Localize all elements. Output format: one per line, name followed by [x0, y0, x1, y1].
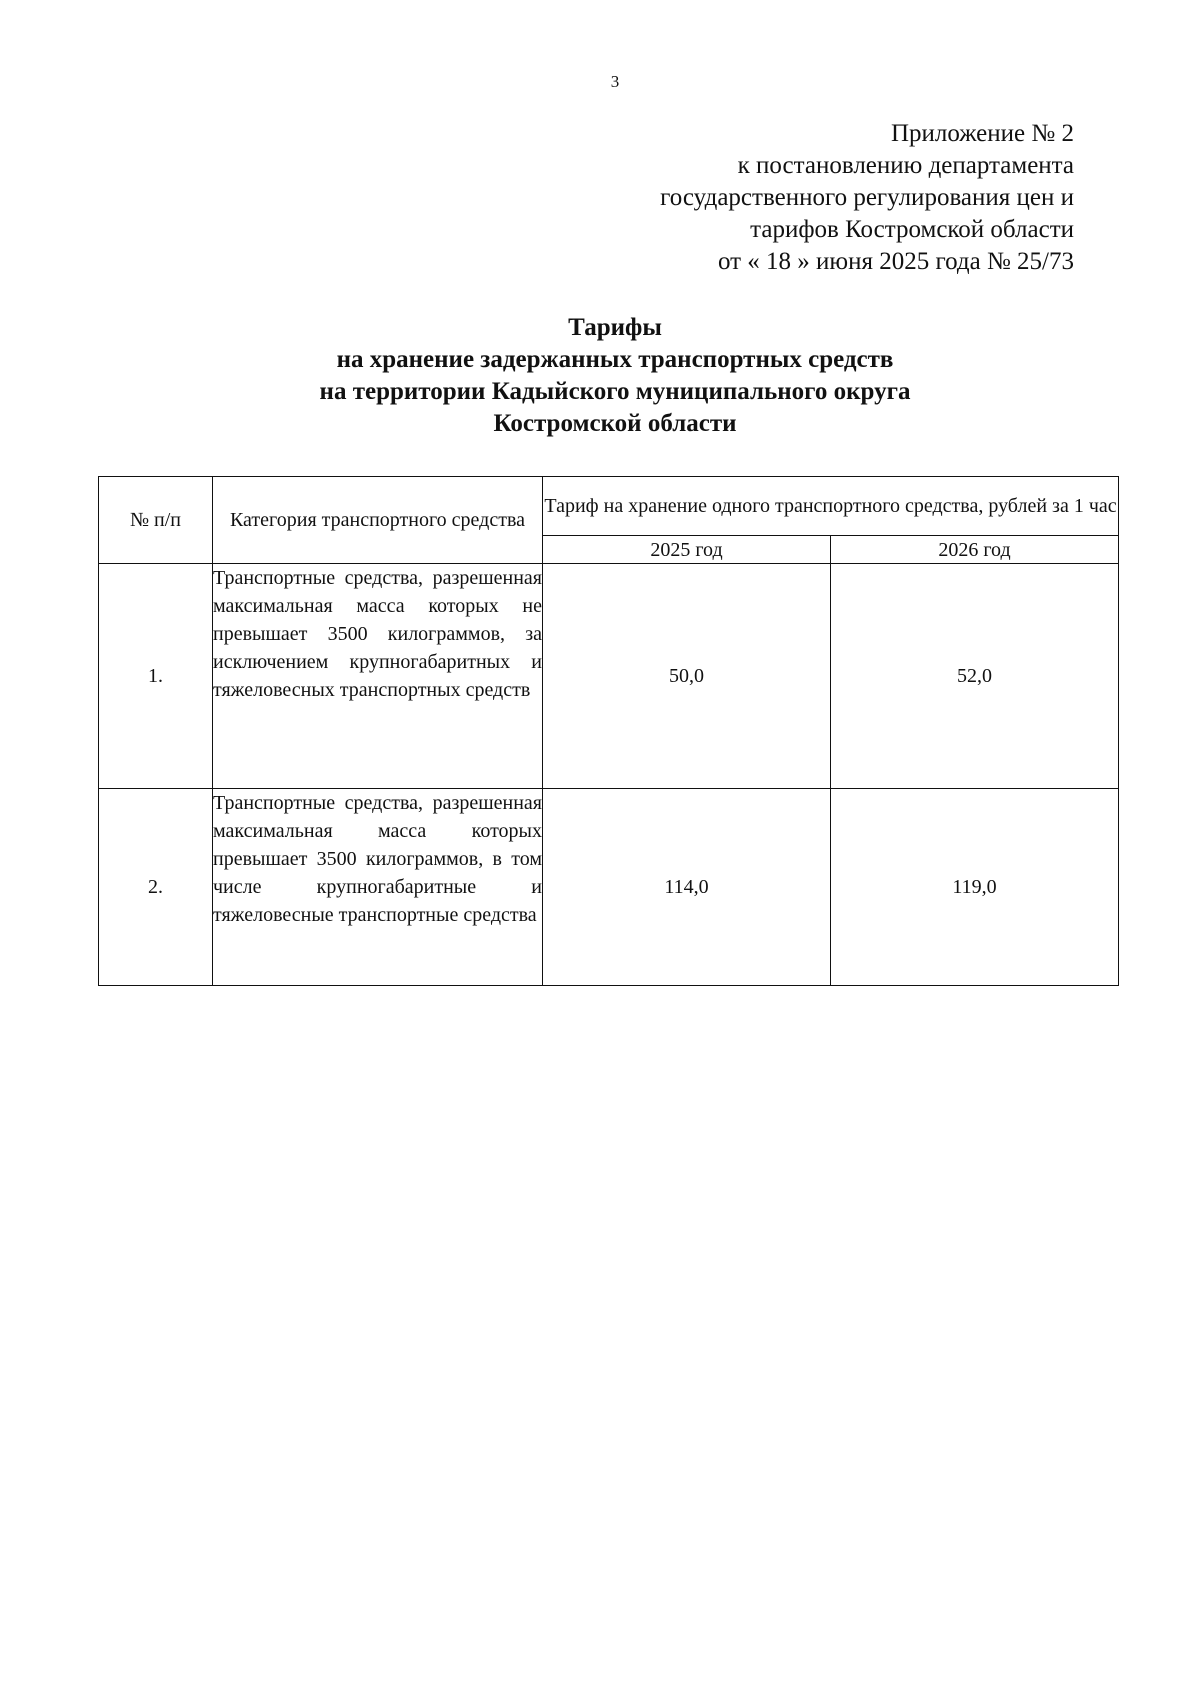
title-line: на хранение задержанных транспортных средств — [336, 346, 894, 373]
row-value-2025: 50,0 — [543, 564, 831, 789]
row-category: Транспортные средства, разрешенная максимальная масса которых превышает 3500 килограммов, в том числе крупногабаритные и тяжеловесные транспортные средства — [213, 789, 543, 986]
title-line: Костромской области — [493, 410, 737, 437]
header-tariff: Тариф на хранение одного транспортного средства, рублей за 1 час — [543, 477, 1119, 536]
tariffs-table — [98, 476, 1119, 986]
document-title — [0, 312, 1200, 440]
row-value-2026: 119,0 — [831, 789, 1119, 986]
title-line: на территории Кадыйского муниципального округа — [319, 378, 911, 405]
appendix-line: от « 18 » июня 2025 года № 25/73 — [717, 248, 1074, 275]
table-header-row — [99, 477, 1119, 536]
header-year-2025: 2025 год — [543, 536, 831, 564]
row-value-2026: 52,0 — [831, 564, 1119, 789]
appendix-header — [660, 118, 1074, 278]
appendix-line: государственного регулирования цен и — [660, 184, 1074, 211]
header-category: Категория транспортного средства — [213, 477, 543, 564]
table-row — [99, 789, 1119, 986]
header-year-2026: 2026 год — [831, 536, 1119, 564]
title-line: Тарифы — [568, 314, 662, 341]
header-number: № п/п — [99, 477, 213, 564]
row-category: Транспортные средства, разрешенная максимальная масса которых не превышает 3500 килограммов, за исключением крупногабаритных и тяжеловесных транспортных средств — [213, 564, 543, 789]
row-value-2025: 114,0 — [543, 789, 831, 986]
appendix-line: Приложение № 2 — [890, 120, 1074, 147]
table-row — [99, 564, 1119, 789]
appendix-line: тарифов Костромской области — [750, 216, 1074, 243]
row-number: 1. — [99, 564, 213, 789]
row-number: 2. — [99, 789, 213, 986]
appendix-line: к постановлению департамента — [737, 152, 1074, 179]
page-number: 3 — [610, 72, 620, 91]
